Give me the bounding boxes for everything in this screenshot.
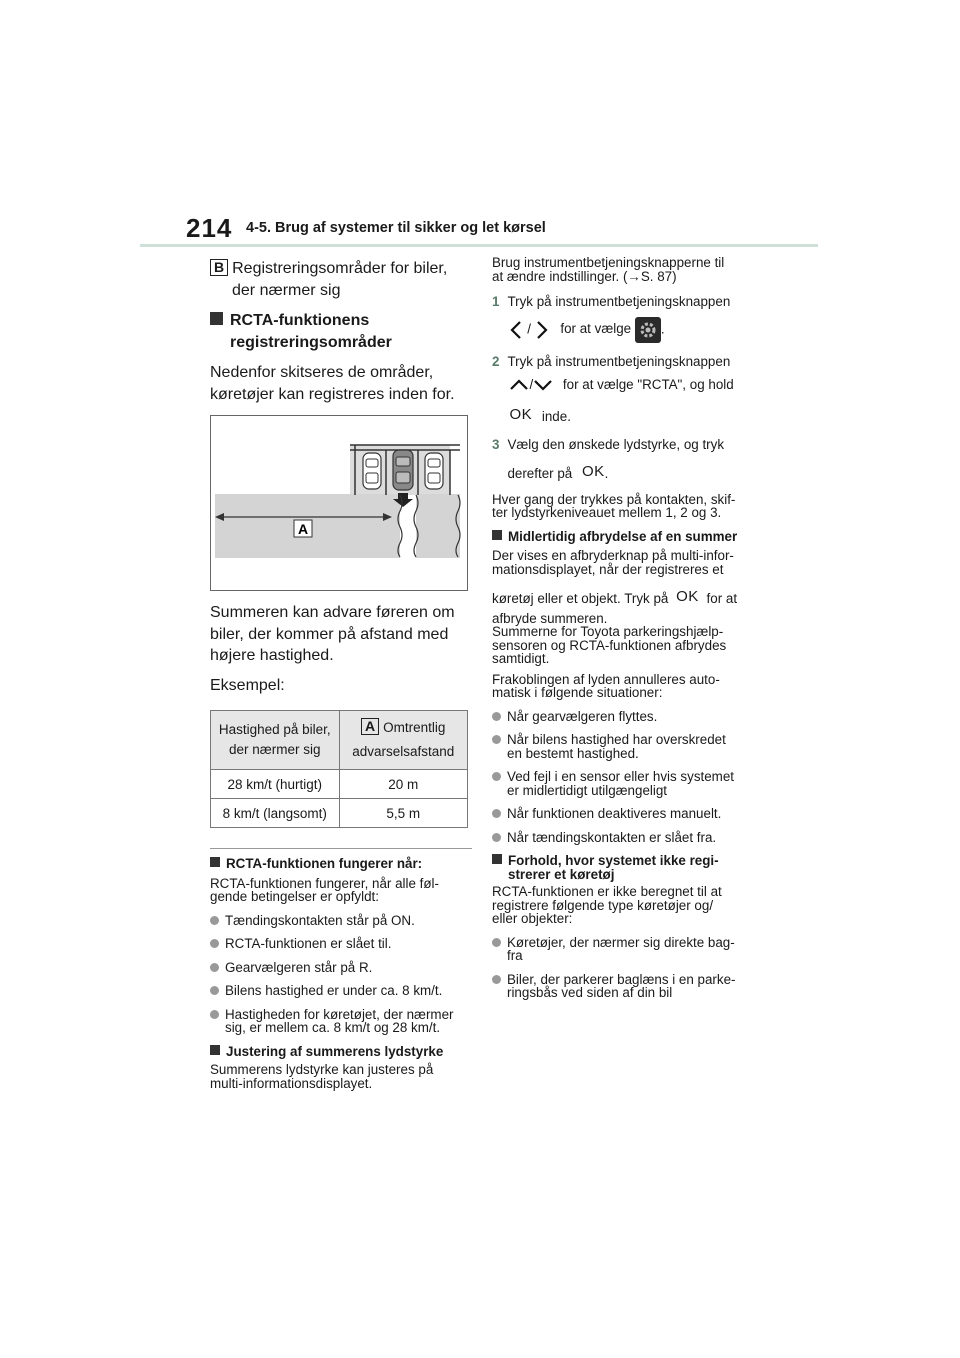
table-header-speed: Hastighed på biler, der nærmer sig [211, 711, 340, 770]
divider [210, 848, 472, 849]
ok-button-icon: OK [581, 463, 605, 481]
heading-square-icon [492, 854, 502, 864]
table-tag-a: A [361, 718, 379, 735]
table-header-row [211, 711, 468, 770]
example-label: Eksempel: [210, 676, 285, 694]
figure-b-tag: B [210, 259, 228, 276]
list-item: Når gearvælgeren flyttes. [492, 710, 758, 724]
paragraph-conditions: RCTA-funktionen fungerer, når alle føl- gende betingelser er opfyldt: [210, 875, 439, 904]
page-number: 214 [186, 213, 233, 243]
table-row: 28 km/t (hurtigt) 20 m [211, 770, 468, 799]
list-item: Bilens hastighed er under ca. 8 km/t. [210, 984, 472, 998]
settings-gear-icon [635, 317, 661, 343]
list-item: Når tændingskontakten er slået fra. [492, 831, 758, 845]
heading-limitations: Forhold, hvor systemet ikke regi- strerer et køretøj [492, 854, 758, 881]
header-rule [140, 244, 818, 247]
example-table [210, 710, 468, 828]
bullet-icon [210, 916, 219, 925]
list-item: Ved fejl i en sensor eller hvis systemet er midlertidigt utilgængeligt [492, 770, 758, 797]
heading-detection-areas: RCTA-funktionens registreringsområder [210, 310, 472, 353]
parking-diagram [210, 415, 468, 591]
bullet-icon [210, 939, 219, 948]
cancel-list [492, 710, 758, 845]
list-item: Når funktionen deaktiveres manuelt. [492, 807, 758, 821]
chevron-up-icon [509, 378, 529, 392]
figure-b-title: B Registreringsområder for biler, der nærmer sig [210, 258, 472, 301]
bullet-icon [492, 833, 501, 842]
table-row: 8 km/t (langsomt) 5,5 m [211, 799, 468, 828]
parked-car-icon [363, 453, 381, 489]
paragraph-cancel: Frakoblingen af lyden annulleres auto- matisk i følgende situationer: [492, 671, 720, 701]
paragraph-limitations: RCTA-funktionen er ikke beregnet til at registrere følgende type køretøjer og/ eller objekter: [492, 884, 722, 927]
heading-square-icon [210, 857, 220, 867]
paragraph-areas: Nedenfor skitseres de områder, køretøjer kan registreres inden for. [210, 364, 455, 403]
paragraph-warning: Summeren kan advare føreren om biler, der kommer på afstand med højere hastighed. [210, 604, 455, 664]
own-car-icon [393, 450, 413, 490]
list-item: Gearvælgeren står på R. [210, 961, 472, 975]
chevron-right-icon [535, 320, 549, 340]
list-item: Når bilens hastighed har overskredet en bestemt hastighed. [492, 733, 758, 760]
chevron-down-icon [533, 378, 553, 392]
step-1: 1 Tryk på instrumentbetjeningsknappen / for at vælge . [492, 295, 758, 343]
step-3: 3 Vælg den ønskede lydstyrke, og tryk derefter på OK. [492, 436, 725, 482]
ok-button-icon: OK [509, 406, 533, 424]
bullet-icon [210, 986, 219, 995]
heading-square-icon [210, 1045, 220, 1055]
detection-area-figure [210, 415, 472, 596]
conditions-list [210, 914, 472, 1035]
right-column [492, 256, 758, 1000]
bullet-icon [492, 938, 501, 947]
left-column [210, 258, 472, 1090]
heading-conditions: RCTA-funktionen fungerer når: [210, 857, 472, 871]
heading-square-icon [210, 312, 223, 325]
heading-volume: Justering af summerens lydstyrke [210, 1045, 472, 1059]
paragraph-intro: Brug instrumentbetjeningsknapperne til at ændre indstillinger. (→S. 87) [492, 255, 725, 284]
list-item: Hastigheden for køretøjet, der nærmer sig, er mellem ca. 8 km/t og 28 km/t. [210, 1008, 472, 1035]
ok-button-icon: OK [676, 588, 699, 606]
bullet-icon [210, 1010, 219, 1019]
bullet-icon [210, 963, 219, 972]
bullet-icon [492, 772, 501, 781]
list-item: RCTA-funktionen er slået til. [210, 937, 472, 951]
list-item: Biler, der parkerer baglæns i en parke- ringsbås ved siden af din bil [492, 973, 758, 1000]
step-2: 2 Tryk på instrumentbetjeningsknappen / for at vælge "RCTA", og hold OK inde. [492, 353, 734, 425]
list-item: Køretøjer, der nærmer sig direkte bag- fra [492, 936, 758, 963]
list-item: Tændingskontakten står på ON. [210, 914, 472, 928]
bullet-icon [492, 712, 501, 721]
section-title: 4-5. Brug af systemer til sikker og let kørsel [246, 220, 546, 236]
figure-label-a: A [297, 521, 309, 537]
limitations-list [492, 936, 758, 1000]
chevron-left-icon [509, 320, 523, 340]
bullet-icon [492, 735, 501, 744]
table-header-distance: A Omtrentlig advarselsafstand [339, 711, 468, 770]
heading-square-icon [492, 530, 502, 540]
bullet-icon [492, 809, 501, 818]
heading-mute: Midlertidig afbrydelse af en summer [492, 530, 758, 544]
parked-car-icon [425, 453, 443, 489]
bullet-icon [492, 975, 501, 984]
paragraph-mute: Der vises en afbryderknap på multi-infor- mationsdisplayet, når der registreres et køretøj eller et objekt. Tryk på OK for at afbryde summeren. Summerne for Toyota parkeringshjælp- sensoren og RCTA-funktionen afbrydes samtidigt. [492, 548, 738, 667]
paragraph-volume-levels: Hver gang der trykkes på kontakten, skif- ter lydstyrkeniveauet mellem 1, 2 og 3. [492, 491, 736, 521]
paragraph-volume: Summerens lydstyrke kan justeres på multi-informationsdisplayet. [210, 1062, 434, 1091]
